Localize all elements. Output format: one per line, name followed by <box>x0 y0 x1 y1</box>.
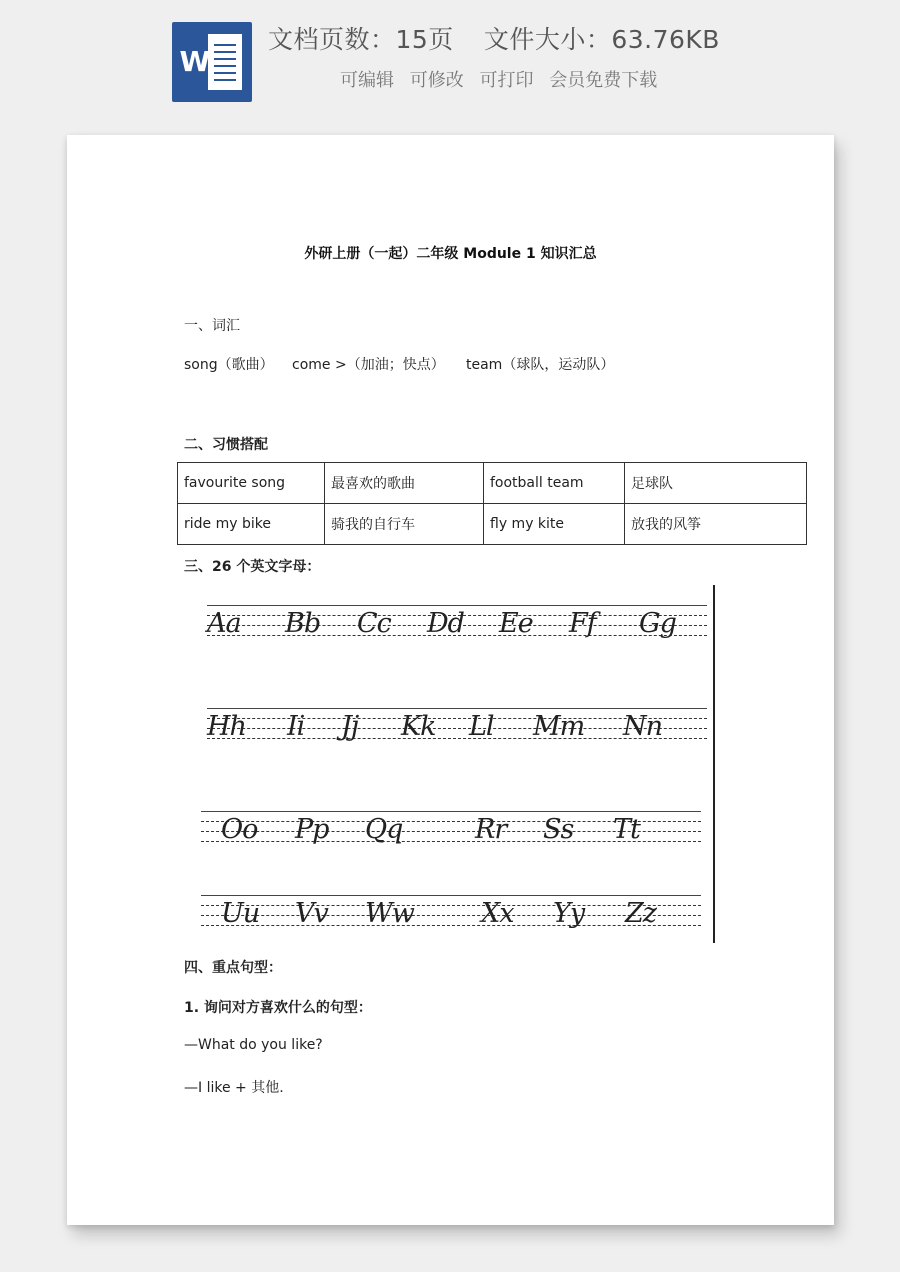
letter-pair: Nn <box>623 711 663 742</box>
letter-pair: Hh <box>207 711 246 742</box>
pattern-question: —What do you like? <box>184 1037 323 1053</box>
word-document-icon <box>172 22 252 102</box>
letter-pair: Jj <box>341 711 359 742</box>
letter-pair: Qq <box>365 814 403 845</box>
feature-printable: 可打印 <box>479 70 534 91</box>
pattern-answer: —I like + 其他. <box>184 1080 284 1096</box>
table-cell: 最喜欢的歌曲 <box>325 463 484 504</box>
letter-pair: Yy <box>553 898 585 929</box>
letter-pair: Ff <box>569 608 596 639</box>
page-count: 文档页数：15页 <box>268 25 454 54</box>
feature-list <box>340 66 667 92</box>
letter-pair: Gg <box>639 608 676 639</box>
alphabet-row-u-z <box>201 895 701 933</box>
word-icon-letter: W <box>179 45 211 78</box>
table-cell: 足球队 <box>625 463 807 504</box>
letter-pair: Ll <box>469 711 494 742</box>
alphabet-row-a-g <box>207 605 707 643</box>
feature-member-download: 会员免费下载 <box>549 70 658 91</box>
download-banner <box>0 0 900 115</box>
document-title: 外研上册（一起）二年级 Module 1 知识汇总 <box>304 246 597 262</box>
vocab-item: song（歌曲） <box>184 357 274 373</box>
letter-pair: Tt <box>613 814 640 845</box>
file-size: 文件大小：63.76KB <box>483 25 720 54</box>
alphabet-row-h-n <box>207 708 707 746</box>
section-sentence-patterns-heading: 四、重点句型： <box>184 960 282 976</box>
letter-pair: Oo <box>221 814 258 845</box>
table-row <box>178 463 807 504</box>
file-meta <box>268 20 720 56</box>
letter-pair: Ww <box>365 898 414 929</box>
section-alphabet-heading: 三、26 个英文字母： <box>184 559 321 575</box>
letter-pair: Uu <box>221 898 260 929</box>
letter-pair: Ss <box>543 814 574 845</box>
letter-pair: Pp <box>295 814 329 845</box>
table-cell: 骑我的自行车 <box>325 504 484 545</box>
table-cell: favourite song <box>178 463 325 504</box>
table-cell: football team <box>484 463 625 504</box>
section-vocabulary-heading: 一、词汇 <box>184 318 240 334</box>
document-page <box>67 135 834 1225</box>
vocab-item: team（球队，运动队） <box>466 357 615 373</box>
feature-editable: 可编辑 <box>340 70 394 91</box>
letter-pair: Zz <box>625 898 656 929</box>
pattern-heading: 1. 询问对方喜欢什么的句型： <box>184 1000 372 1016</box>
letter-pair: Kk <box>401 711 436 742</box>
margin-rule <box>713 585 715 943</box>
alphabet-row-o-t <box>201 811 701 849</box>
alphabet-handwriting-chart <box>197 585 717 943</box>
letter-pair: Xx <box>481 898 514 929</box>
letter-pair: Cc <box>357 608 391 639</box>
table-cell: ride my bike <box>178 504 325 545</box>
letter-pair: Ee <box>499 608 533 639</box>
section-collocations-heading: 二、习惯搭配 <box>184 437 268 453</box>
letter-pair: Mm <box>533 711 585 742</box>
letter-pair: Bb <box>285 608 321 639</box>
letter-pair: Ii <box>287 711 305 742</box>
table-cell: 放我的风筝 <box>625 504 807 545</box>
feature-modifiable: 可修改 <box>409 70 464 91</box>
letter-pair: Dd <box>427 608 464 639</box>
collocations-table <box>177 462 807 545</box>
vocab-item: come >（加油；快点） <box>292 357 445 373</box>
letter-pair: Rr <box>475 814 507 845</box>
table-row <box>178 504 807 545</box>
letter-pair: Vv <box>295 898 328 929</box>
table-cell: fly my kite <box>484 504 625 545</box>
letter-pair: Aa <box>207 608 241 639</box>
